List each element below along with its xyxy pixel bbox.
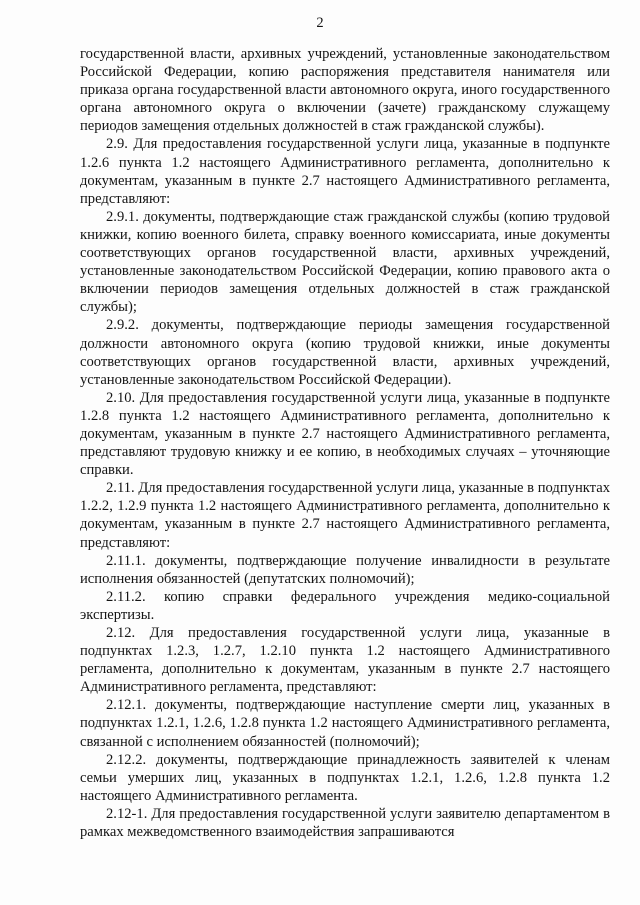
paragraph-2-12-2: 2.12.2. документы, подтверждающие принадлежность заявителей к членам семьи умерших лиц, указанных в подпунктах 1.2.1, 1.2.6, 1.2.8 пункта 1.2 настоящего Административного регламента. bbox=[80, 751, 610, 804]
paragraph-2-12: 2.12. Для предоставления государственной услуги лица, указанные в подпунктах 1.2.3, 1.2.7, 1.2.10 пункта 1.2 настоящего Административного регламента, дополнительно к документам, указанным в пункте 2.7 настоящего Административного регламента, представляют: bbox=[80, 625, 610, 696]
paragraph-continuation: государственной власти, архивных учреждений, установленные законодательством Российской Федерации, копию распоряжения представителя нанимателя или приказа органа государственной власти автономного округа, иного государственного органа автономного округа о включении (зачете) гражданскому служащему периодов замещения отдельных должностей в стаж гражданской службы). bbox=[80, 46, 610, 135]
paragraph-2-12-1-dash: 2.12-1. Для предоставления государственной услуги заявителю департаментом в рамках межведомственного взаимодействия запрашиваются bbox=[80, 805, 610, 841]
document-body bbox=[80, 45, 610, 841]
paragraph-2-12-1: 2.12.1. документы, подтверждающие наступление смерти лиц, указанных в подпунктах 1.2.1, 1.2.6, 1.2.8 пункта 1.2 настоящего Административного регламента, связанной с исполнением обязанностей (полномочий); bbox=[80, 697, 610, 750]
paragraph-2-11: 2.11. Для предоставления государственной услуги лица, указанные в подпунктах 1.2.2, 1.2.9 пункта 1.2 настоящего Административного регламента, дополнительно к документам, указанным в пункте 2.7 настоящего Административного регламента, представляют: bbox=[80, 480, 610, 551]
paragraph-2-10: 2.10. Для предоставления государственной услуги лица, указанные в подпункте 1.2.8 пункта 1.2 настоящего Административного регламента, дополнительно к документам, указанным в пункте 2.7 настоящего Административного регламента, представляют трудовую книжку и ее копию, в необходимых случаях – уточняющие справки. bbox=[80, 389, 610, 479]
page-number: 2 bbox=[316, 15, 324, 31]
paragraph-2-9-1: 2.9.1. документы, подтверждающие стаж гражданской службы (копию трудовой книжки, копию военного билета, справку военного комиссариата, иные документы соответствующих органов государственной власти, архивных учреждений, установленные законодательством Российской Федерации, копию правового акта о включении периодов замещения отдельных должностей в стаж гражданской службы); bbox=[80, 208, 610, 316]
paragraph-2-11-1: 2.11.1. документы, подтверждающие получение инвалидности в результате исполнения обязанностей (депутатских полномочий); bbox=[80, 552, 610, 587]
paragraph-2-9-2: 2.9.2. документы, подтверждающие периоды замещения государственной должности автономного округа (копию трудовой книжки, иные документы соответствующих органов государственной власти, архивных учреждений, установленные законодательством Российской Федерации). bbox=[80, 317, 610, 388]
paragraph-2-11-2: 2.11.2. копию справки федерального учреждения медико-социальной экспертизы. bbox=[80, 588, 610, 623]
paragraph-2-9: 2.9. Для предоставления государственной услуги лица, указанные в подпункте 1.2.6 пункта 1.2 настоящего Административного регламента, дополнительно к документам, указанным в пункте 2.7 настоящего Административного регламента, представляют: bbox=[80, 136, 610, 207]
